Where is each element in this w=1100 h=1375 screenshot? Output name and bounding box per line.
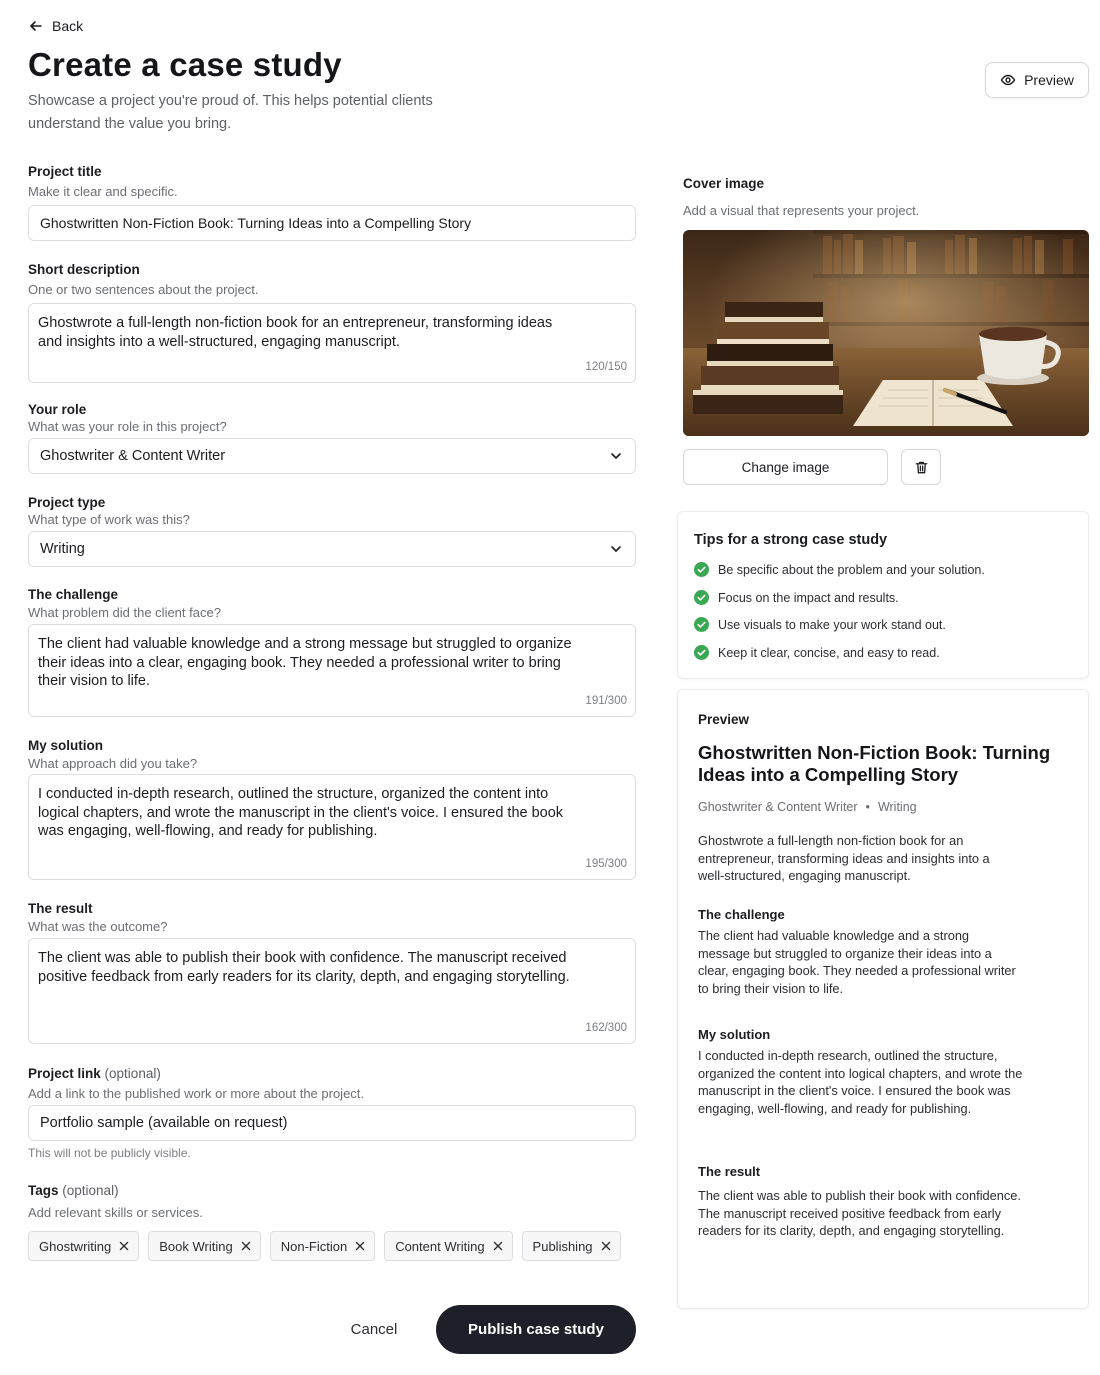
preview-button-label: Preview	[1024, 72, 1074, 88]
role-select[interactable]	[28, 438, 636, 474]
close-icon[interactable]	[119, 1241, 129, 1251]
role-hint: What was your role in this project?	[28, 419, 227, 434]
back-link[interactable]	[28, 16, 83, 36]
tag-chip[interactable]	[270, 1231, 375, 1261]
project-link-hint: Add a link to the published work or more about the project.	[28, 1086, 365, 1101]
role-value: Ghostwriter & Content Writer	[40, 448, 226, 464]
cover-image	[683, 230, 1089, 436]
preview-type: Writing	[877, 800, 917, 814]
project-type-select[interactable]	[28, 531, 636, 567]
short-description-textarea[interactable]	[28, 303, 636, 383]
cover-image-illustration	[683, 230, 1089, 436]
short-description-value: Ghostwrote a full-length non-fiction book for an entrepreneur, transforming ideas and insights into a well-structured, engaging manuscript.	[38, 315, 553, 350]
tips-title: Tips for a strong case study	[694, 532, 888, 548]
challenge-textarea[interactable]	[28, 624, 636, 717]
arrow-left-icon	[28, 18, 44, 34]
tip-text: Be specific about the problem and your solution.	[718, 562, 985, 577]
tip-item	[694, 617, 946, 632]
page-subtitle: Showcase a project you're proud of. This helps potential clients understand the value you bring.	[28, 93, 433, 132]
result-hint: What was the outcome?	[28, 919, 168, 934]
preview-description: Ghostwrote a full-length non-fiction book for an entrepreneur, transforming ideas and insights into a well-structured, engaging manuscript.	[698, 833, 990, 883]
chevron-down-icon	[609, 449, 623, 463]
tag-label: Book Writing	[159, 1238, 233, 1254]
solution-counter: 195/300	[585, 857, 627, 870]
preview-card-label: Preview	[698, 712, 750, 727]
publish-button[interactable]: Publish case study	[436, 1305, 636, 1354]
tags-optional: (optional)	[62, 1183, 119, 1198]
preview-challenge-heading: The challenge	[698, 907, 785, 922]
preview-meta	[698, 800, 1028, 814]
tags-label-text: Tags	[28, 1183, 59, 1198]
cover-image-hint: Add a visual that represents your project.	[683, 203, 920, 218]
tip-text: Keep it clear, concise, and easy to read.	[718, 645, 940, 660]
preview-button[interactable]	[985, 62, 1089, 98]
project-type-value: Writing	[40, 541, 85, 557]
preview-title: Ghostwritten Non-Fiction Book: Turning Ideas into a Compelling Story	[698, 742, 1051, 785]
project-link-input[interactable]	[28, 1105, 636, 1141]
tag-chip[interactable]	[522, 1231, 621, 1261]
result-label: The result	[28, 901, 93, 916]
check-circle-icon	[694, 562, 709, 577]
close-icon[interactable]	[355, 1241, 365, 1251]
eye-icon	[1000, 72, 1016, 88]
trash-icon	[914, 460, 929, 475]
preview-result: The client was able to publish their book with confidence. The manuscript received positive feedback from early readers for its clarity, depth, and engaging storytelling.	[698, 1188, 1021, 1238]
short-description-counter: 120/150	[585, 360, 627, 373]
project-title-label: Project title	[28, 164, 102, 179]
challenge-label: The challenge	[28, 587, 119, 602]
tag-chip[interactable]	[384, 1231, 512, 1261]
result-counter: 162/300	[585, 1021, 627, 1034]
tag-label: Publishing	[532, 1238, 593, 1254]
tag-chip[interactable]	[28, 1231, 139, 1261]
solution-hint: What approach did you take?	[28, 756, 198, 771]
tip-text: Use visuals to make your work stand out.	[718, 617, 946, 632]
preview-challenge: The client had valuable knowledge and a strong message but struggled to organize their ideas into a clear, engaging book. They needed a professional writer to bring their vision to life.	[698, 928, 1016, 996]
project-link-label-text: Project link	[28, 1066, 101, 1081]
challenge-hint: What problem did the client face?	[28, 605, 221, 620]
preview-card	[677, 689, 1089, 1309]
preview-separator: •	[865, 800, 870, 814]
preview-role: Ghostwriter & Content Writer	[698, 800, 858, 814]
change-image-button[interactable]: Change image	[683, 449, 888, 485]
challenge-value: The client had valuable knowledge and a strong message but struggled to organize their ideas into a clear, engaging book. They needed a professional writer to bring their vision to life.	[38, 636, 572, 689]
solution-label: My solution	[28, 738, 103, 753]
tag-label: Content Writing	[395, 1238, 485, 1254]
page-title: Create a case study	[28, 46, 342, 83]
cover-image-label: Cover image	[683, 176, 765, 191]
short-description-label: Short description	[28, 262, 140, 277]
check-circle-icon	[694, 590, 709, 605]
preview-result-heading: The result	[698, 1164, 761, 1179]
project-type-hint: What type of work was this?	[28, 512, 190, 527]
result-value: The client was able to publish their book with confidence. The manuscript received positive feedback from early readers for its clarity, depth, and engaging storytelling.	[38, 950, 570, 985]
result-textarea[interactable]	[28, 938, 636, 1044]
project-link-optional: (optional)	[104, 1066, 161, 1081]
project-title-hint: Make it clear and specific.	[28, 184, 178, 199]
project-title-input[interactable]	[28, 205, 636, 241]
role-label: Your role	[28, 402, 87, 417]
delete-image-button[interactable]	[901, 449, 941, 485]
check-circle-icon	[694, 645, 709, 660]
preview-solution-heading: My solution	[698, 1027, 771, 1042]
chevron-down-icon	[609, 542, 623, 556]
project-link-value: Portfolio sample (available on request)	[40, 1115, 288, 1131]
solution-textarea[interactable]	[28, 774, 636, 880]
back-label: Back	[52, 18, 84, 34]
tag-chip[interactable]	[148, 1231, 260, 1261]
tag-label: Ghostwriting	[39, 1238, 112, 1254]
challenge-counter: 191/300	[585, 694, 627, 707]
preview-solution: I conducted in-depth research, outlined the structure, organized the content into logical chapters, and wrote the manuscript in the client's voice. I ensured the book was engaging, well-flowing, and ready for publishing.	[698, 1048, 1023, 1116]
solution-value: I conducted in-depth research, outlined the structure, organized the content into logical chapters, and wrote the manuscript in the client's voice. I ensured the book was engaging, well-flowing, and ready for publishing.	[38, 786, 564, 839]
short-description-hint: One or two sentences about the project.	[28, 282, 259, 297]
project-title-value: Ghostwritten Non-Fiction Book: Turning Ideas into a Compelling Story	[40, 215, 472, 231]
tip-item	[694, 590, 899, 605]
project-type-label: Project type	[28, 495, 106, 510]
close-icon[interactable]	[601, 1241, 611, 1251]
tip-text: Focus on the impact and results.	[718, 590, 899, 605]
tags-label	[28, 1183, 119, 1198]
check-circle-icon	[694, 617, 709, 632]
tip-item	[694, 562, 985, 577]
tag-label: Non-Fiction	[280, 1238, 348, 1254]
tips-card	[677, 511, 1089, 679]
project-link-label	[28, 1066, 161, 1081]
cancel-button[interactable]: Cancel	[350, 1320, 398, 1338]
tip-item	[694, 645, 940, 660]
close-icon[interactable]	[493, 1241, 503, 1251]
project-link-note: This will not be publicly visible.	[28, 1146, 191, 1160]
tags-list	[28, 1231, 621, 1261]
tags-hint: Add relevant skills or services.	[28, 1205, 203, 1220]
close-icon[interactable]	[241, 1241, 251, 1251]
